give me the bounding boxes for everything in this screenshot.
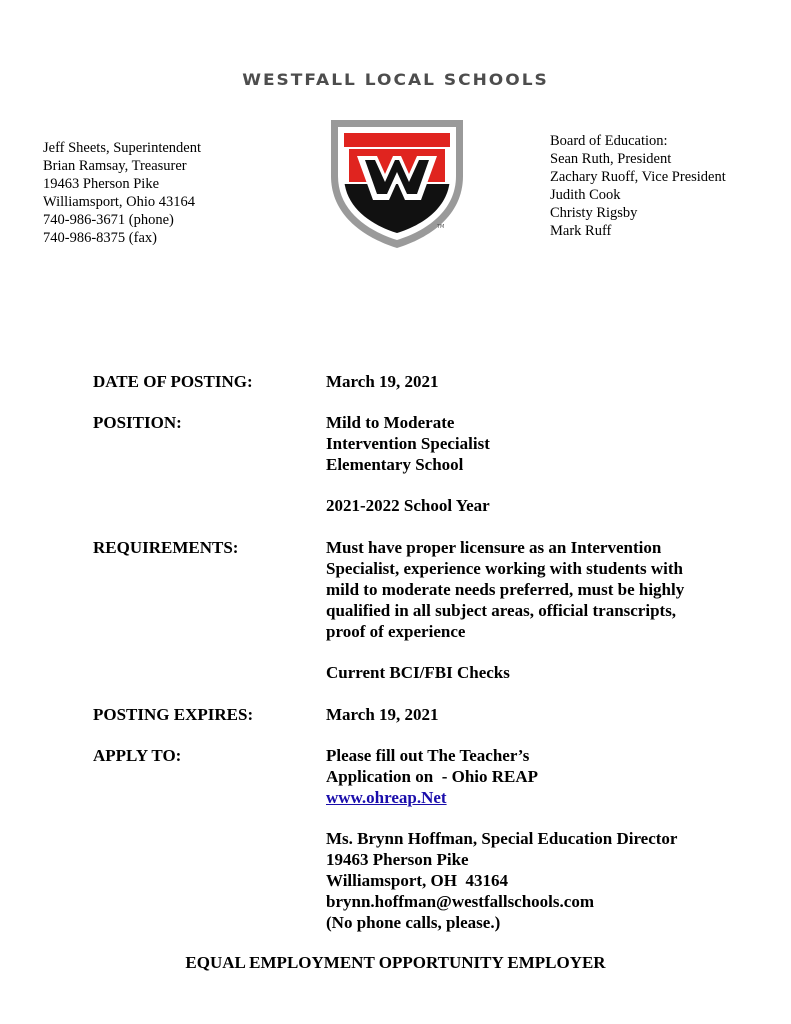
director-name: Ms. Brynn Hoffman, Special Education Director — [326, 829, 678, 848]
position-line: Intervention Specialist — [326, 434, 490, 453]
date-of-posting-value: March 19, 2021 — [326, 372, 439, 391]
requirements-value — [326, 537, 726, 683]
board-member: Judith Cook — [550, 187, 621, 203]
apply-instruction-line: Application on - Ohio REAP — [326, 767, 539, 786]
director-city: Williamsport, OH 43164 — [326, 871, 508, 890]
superintendent: Jeff Sheets, Superintendent — [43, 140, 201, 156]
board-heading: Board of Education: — [550, 133, 668, 149]
date-of-posting-label: DATE OF POSTING: — [93, 372, 253, 391]
no-calls-note: (No phone calls, please.) — [326, 913, 501, 932]
requirements-line: Must have proper licensure as an Intervention — [326, 538, 662, 557]
school-title: WESTFALL LOCAL SCHOOLS — [242, 70, 549, 90]
phone-number: 740-986-3671 (phone) — [43, 212, 174, 228]
position-label: POSITION: — [93, 413, 182, 432]
school-year: 2021-2022 School Year — [326, 496, 490, 515]
requirements-line: Specialist, experience working with students with — [326, 559, 683, 578]
background-checks: Current BCI/FBI Checks — [326, 663, 510, 682]
posting-expires-value: March 19, 2021 — [326, 705, 439, 724]
board-member: Mark Ruff — [550, 223, 612, 239]
position-line: Elementary School — [326, 455, 464, 474]
board-of-education — [550, 132, 726, 240]
requirements-label: REQUIREMENTS: — [93, 538, 239, 557]
board-president: Sean Ruth, President — [550, 151, 672, 167]
treasurer: Brian Ramsay, Treasurer — [43, 158, 187, 174]
position-line: Mild to Moderate — [326, 413, 455, 432]
equal-opportunity-footer: EQUAL EMPLOYMENT OPPORTUNITY EMPLOYER — [185, 953, 606, 972]
director-street: 19463 Pherson Pike — [326, 850, 469, 869]
city-state-zip: Williamsport, Ohio 43164 — [43, 194, 196, 210]
posting-expires-label: POSTING EXPIRES: — [93, 705, 254, 724]
position-value — [326, 412, 726, 516]
administration-contact — [43, 139, 201, 247]
requirements-line: proof of experience — [326, 622, 466, 641]
apply-instruction-line: Please fill out The Teacher’s — [326, 746, 530, 765]
requirements-line: mild to moderate needs preferred, must be highly — [326, 580, 685, 599]
board-vice-president: Zachary Ruoff, Vice President — [550, 169, 726, 185]
ohreap-link[interactable]: www.ohreap.Net — [326, 788, 447, 807]
trademark-mark: TM — [437, 224, 445, 230]
apply-to-value — [326, 745, 726, 933]
director-email: brynn.hoffman@westfallschools.com — [326, 892, 594, 911]
requirements-line: qualified in all subject areas, official transcripts, — [326, 601, 677, 620]
street-address: 19463 Pherson Pike — [43, 176, 159, 192]
fax-number: 740-986-8375 (fax) — [43, 230, 157, 246]
westfall-w-logo-icon — [329, 118, 465, 250]
apply-to-label: APPLY TO: — [93, 746, 182, 765]
board-member: Christy Rigsby — [550, 205, 638, 221]
